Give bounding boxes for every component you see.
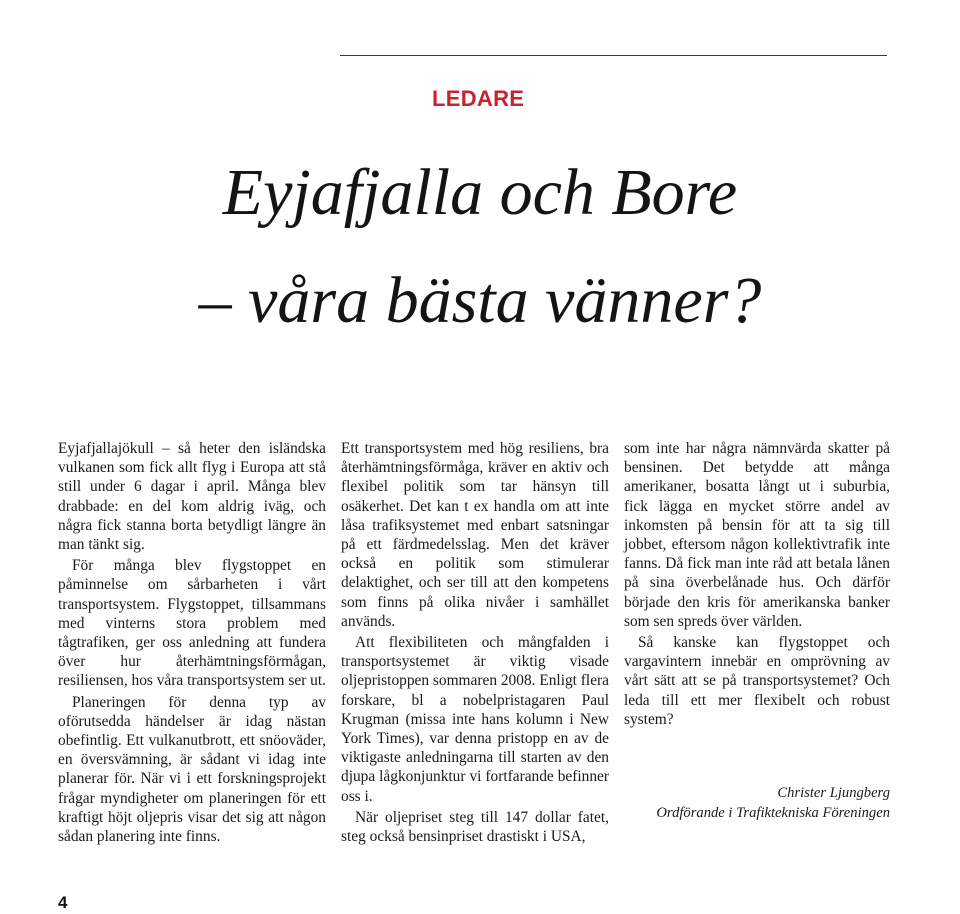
paragraph: När oljepriset steg till 147 dollar fatet, steg också bensinpriset drastiskt i USA, xyxy=(341,808,609,846)
section-label: LEDARE xyxy=(432,86,525,111)
text-column-1 xyxy=(58,439,326,846)
signature-name: Christer Ljungberg xyxy=(777,785,890,802)
paragraph: Så kanske kan flygstoppet och vargavintern innebär en omprövning av vårt sätt att se på transportsystemet? Och leda till ett mer flexibelt och robust system? xyxy=(624,634,890,728)
paragraph: Ett transportsystem med hög resiliens, bra återhämtningsförmåga, kräver en aktiv och flexibel politik som tar hänsyn till osäkerhet. Det kan t ex handla om att inte låsa trafiksystemet med enbart satsningar på ett färdmedelsslag. Men det kräver också en politik som stimulerar delaktighet, och ser till att den kompetens som finns på olika nivåer i samhället används. xyxy=(341,440,609,630)
article-title-line-1: Eyjafjalla och Bore xyxy=(222,156,738,229)
paragraph: som inte har några nämnvärda skatter på bensinen. Det betydde att många amerikaner, bosatta långt ut i suburbia, fick lägga en mycket större andel av inkomsten på bensin för att ta sig till jobbet, eftersom någon kollektivtrafik inte fanns. Då fick man inte råd att betala lånen på sina överbelånade hus. Och därför började den kris för amerikanska banker som sen spreds över världen. xyxy=(624,440,890,630)
paragraph: Eyjafjallajökull – så heter den isländska vulkanen som fick allt flyg i Europa att stå still under 6 dagar i april. Många blev drabbade: en del kom aldrig iväg, och några fick stanna borta betydligt längre än man tänkt sig. xyxy=(58,440,326,554)
paragraph: Planeringen för denna typ av oförutsedda händelser är idag nästan obefintlig. Ett vulkanutbrott, ett snöoväder, en översvämning, är sådant vi idag inte planerar för. När vi i ett forskningsprojekt frågar myndigheter om planeringen för ett kraftigt höjt oljepris visar det sig att någon sådan planering inte finns. xyxy=(58,693,326,846)
page-number: 4 xyxy=(58,893,68,912)
signature xyxy=(624,783,890,823)
paragraph: Att flexibiliteten och mångfalden i transportsystemet är viktig visade oljepristoppen sommaren 2008. Enligt flera forskare, bl a nobelpristagaren Paul Krugman (missa inte hans kolumn i New York Times), var denna pristopp en av de viktigaste anledningarna till starten av den djupa lågkonjunktur vi fortfarande befinner oss i. xyxy=(341,634,609,805)
signature-role: Ordförande i Trafiktekniska Föreningen xyxy=(656,805,890,822)
text-column-2 xyxy=(341,439,609,846)
text-column-3 xyxy=(624,439,890,823)
article-title-line-2: – våra bästa vänner? xyxy=(198,264,762,337)
header-rule xyxy=(340,55,887,56)
paragraph: För många blev flygstoppet en påminnelse om sårbarheten i vårt transportsystem. Flygstoppet, tillsammans med vinterns stora problem med tågtrafiken, ger oss anledning att fundera över hur återhämtningsförmågan, resiliensen, hos våra transportsystem ser ut. xyxy=(58,557,326,690)
